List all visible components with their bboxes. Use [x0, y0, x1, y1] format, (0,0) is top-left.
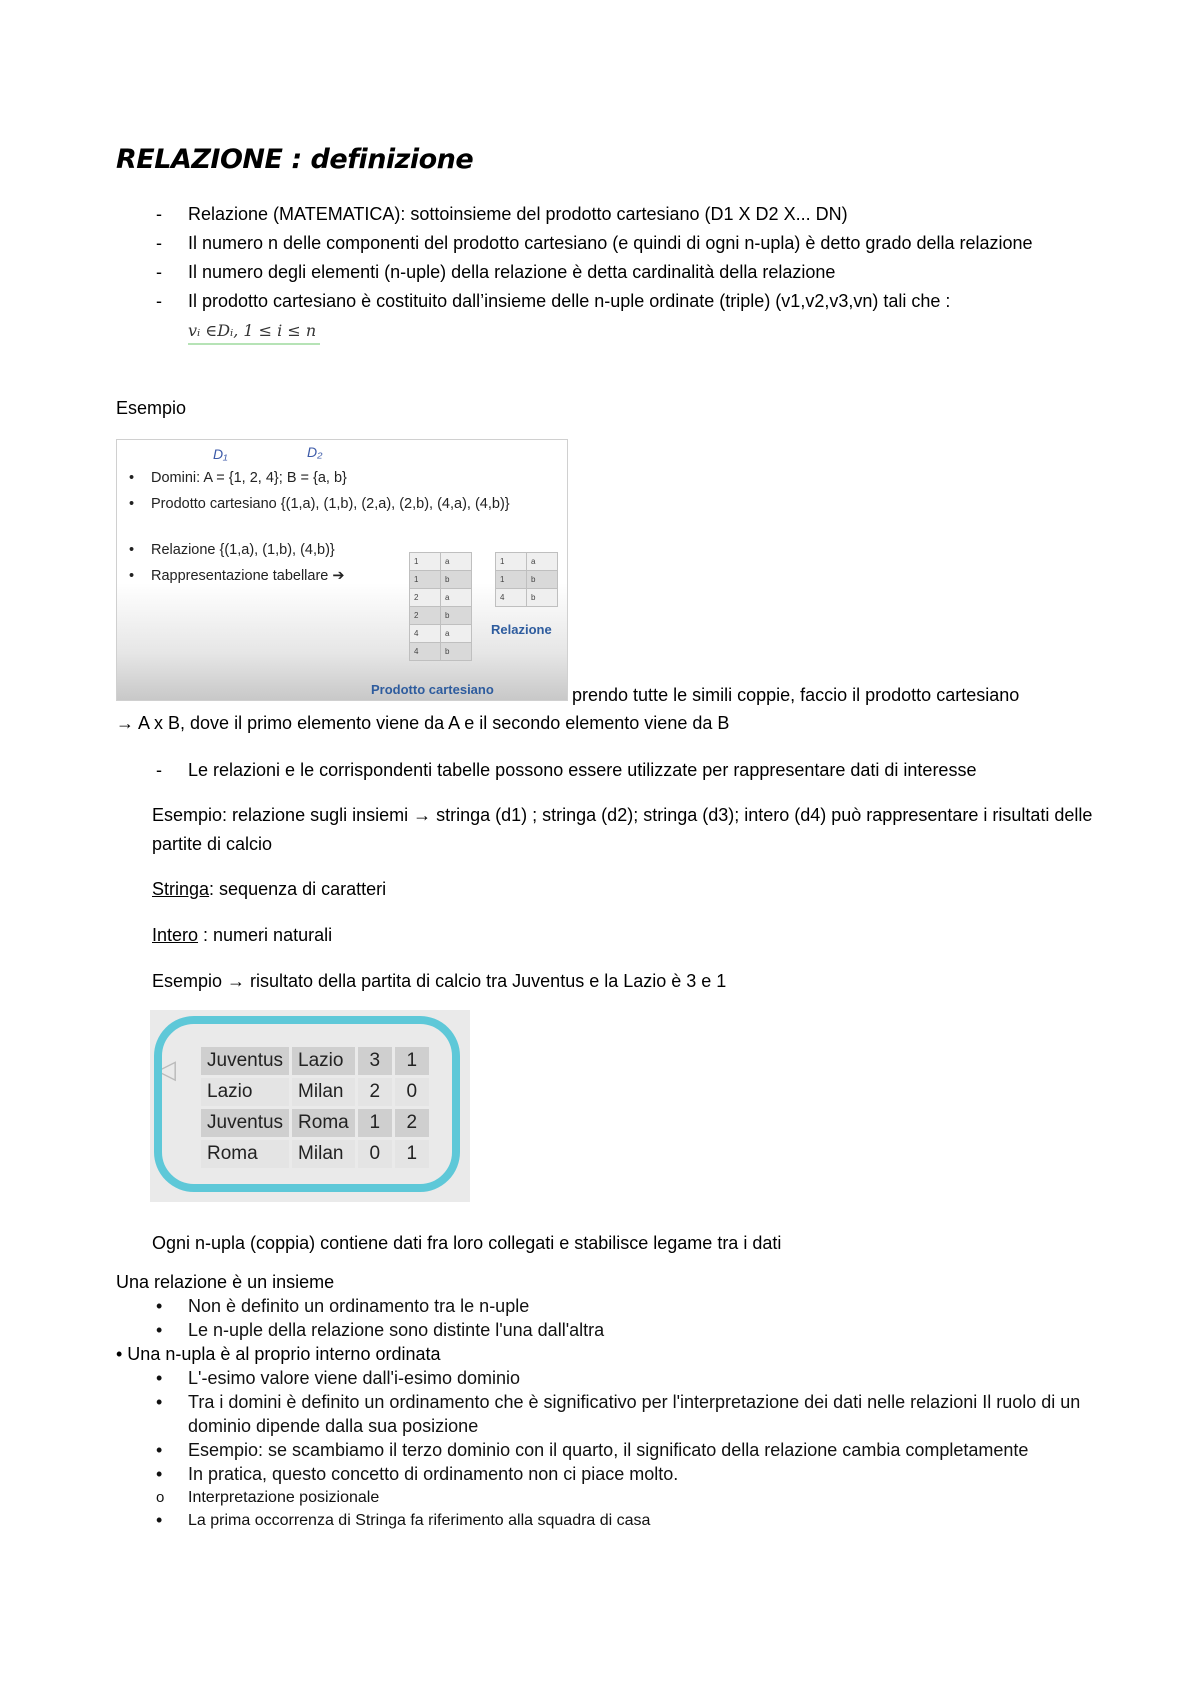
- definition-list: [116, 200, 1096, 345]
- slide-bullet: • Relazione {(1,a), (1,b), (4,b)}: [129, 540, 549, 560]
- table-row: Juventus Roma 1 2: [201, 1109, 429, 1137]
- section-heading: Una relazione è un insieme: [116, 1272, 335, 1292]
- highlight-ring: [154, 1016, 460, 1192]
- list-item: • L'-esimo valore viene dall'i-esimo dominio: [116, 1366, 1096, 1390]
- list-item: - Il numero degli elementi (n-uple) della relazione è detta cardinalità della relazione: [116, 258, 1096, 287]
- list-item: • Tra i domini è definito un ordinamento che è significativo per l'interpretazione dei dati nelle relazioni Il ruolo di un dominio dipende dalla sua posizione: [116, 1390, 1096, 1438]
- table-row: Lazio Milan 2 0: [201, 1078, 429, 1106]
- paragraph: prendo tutte le simili coppie, faccio il prodotto cartesiano: [572, 685, 1020, 705]
- results-image: [150, 1010, 470, 1202]
- list-item: • In pratica, questo concetto di ordinamento non ci piace molto.: [116, 1462, 1096, 1486]
- arrow-left-icon: ◁: [156, 1054, 176, 1084]
- list-item: - Le relazioni e le corrispondenti tabelle possono essere utilizzate per rappresentare dati di interesse: [116, 756, 1096, 785]
- domain-label: D₁: [213, 446, 228, 462]
- formula-image: vᵢ ∈Dᵢ, 1 ≤ i ≤ n: [188, 319, 320, 345]
- cartesian-product-slide: [116, 439, 568, 701]
- bullet-list: [116, 1366, 1096, 1532]
- domain-label: D₂: [307, 444, 323, 460]
- list-item: • Esempio: se scambiamo il terzo dominio con il quarto, il significato della relazione cambia completamente: [116, 1438, 1096, 1462]
- relation-table: 1 a 1 b 4 b: [495, 552, 558, 607]
- list-item: o Interpretazione posizionale: [116, 1486, 1096, 1509]
- bullet-list: [116, 1294, 1096, 1342]
- paragraph: Stringa: sequenza di caratteri: [152, 879, 387, 899]
- table-row: Juventus Lazio 3 1: [201, 1047, 429, 1075]
- paragraph: Ogni n-upla (coppia) contiene dati fra loro collegati e stabilisce legame tra i dati: [152, 1233, 782, 1253]
- paragraph: Esempio: relazione sugli insiemi → stringa (d1) ; stringa (d2); stringa (d3); intero (d4) può rappresentare i risultati delle partite di calcio: [152, 805, 1093, 854]
- paragraph: → A x B, dove il primo elemento viene da A e il secondo elemento viene da B: [116, 713, 730, 733]
- slide-bullet: • Prodotto cartesiano {(1,a), (1,b), (2,a), (2,b), (4,a), (4,b)}: [129, 494, 549, 514]
- slide-bullet: • Domini: A = {1, 2, 4}; B = {a, b}: [129, 468, 549, 488]
- list-item: [116, 287, 1096, 345]
- stringa-label: Stringa: [152, 879, 210, 899]
- slide-bullet: • Rappresentazione tabellare ➔: [129, 566, 549, 586]
- list-item: • Le n-uple della relazione sono distinte l'una dall'altra: [116, 1318, 1096, 1342]
- page-title: RELAZIONE : definizione: [116, 144, 474, 175]
- list-item: - Il numero n delle componenti del prodotto cartesiano (e quindi di ogni n-upla) è detto grado della relazione: [116, 229, 1096, 258]
- cartesian-label: Prodotto cartesiano: [371, 682, 494, 697]
- dash-list: [116, 756, 1096, 785]
- paragraph: Intero : numeri naturali: [152, 925, 333, 945]
- cartesian-table: 1 a 1 b 2 a 2 b 4 a 4 b: [409, 552, 472, 661]
- relation-label: Relazione: [491, 622, 552, 637]
- paragraph: Esempio → risultato della partita di calcio tra Juventus e la Lazio è 3 e 1: [152, 971, 727, 991]
- list-item: - Relazione (MATEMATICA): sottoinsieme del prodotto cartesiano (D1 X D2 X... DN): [116, 200, 1096, 229]
- list-item: • Non è definito un ordinamento tra le n-uple: [116, 1294, 1096, 1318]
- section-heading: • Una n-upla è al proprio interno ordinata: [116, 1344, 441, 1364]
- list-item: • La prima occorrenza di Stringa fa riferimento alla squadra di casa: [116, 1509, 1096, 1532]
- table-row: Roma Milan 0 1: [201, 1140, 429, 1168]
- list-item-text: Il prodotto cartesiano è costituito dall’insieme delle n-uple ordinate (triple) (v1,v2,v3,vn) tali che :: [188, 291, 951, 311]
- intero-label: Intero: [152, 925, 199, 945]
- example-label: Esempio: [116, 398, 187, 418]
